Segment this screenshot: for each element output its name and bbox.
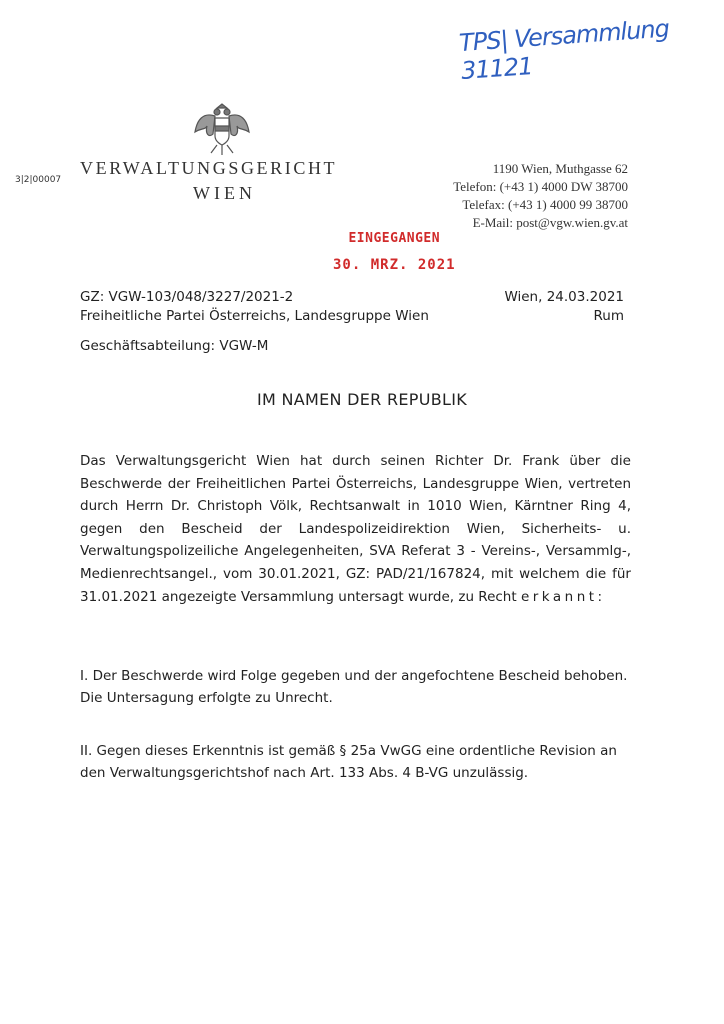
clerk-initials: Rum — [593, 308, 624, 324]
decision-point-1: I. Der Beschwerde wird Folge gegeben und der angefochtene Bescheid behoben. Die Untersagung erfolgte zu Unrecht. — [80, 668, 628, 706]
decision-point-2: II. Gegen dieses Erkenntnis ist gemäß § 25a VwGG eine ordentliche Revision an den Verwaltungsgerichtshof nach Art. 133 Abs. 4 B-VG unzulässig. — [80, 743, 617, 781]
austrian-eagle-icon — [193, 98, 251, 158]
address-phone: Telefon: (+43 1) 4000 DW 38700 — [453, 179, 628, 194]
case-reference — [80, 288, 429, 326]
stamp-date: 30. MRZ. 2021 — [333, 257, 456, 273]
letter-date-block — [504, 288, 624, 326]
case-number: GZ: VGW-103/048/3227/2021-2 — [80, 289, 294, 305]
court-name: VERWALTUNGSGERICHT — [80, 158, 338, 178]
address-fax: Telefax: (+43 1) 4000 99 38700 — [462, 197, 628, 212]
address-email: E-Mail: post@vgw.wien.gv.at — [472, 215, 628, 230]
received-stamp — [333, 226, 456, 278]
address-street: 1190 Wien, Muthgasse 62 — [492, 161, 628, 176]
ruling-paragraph — [80, 450, 631, 608]
department: Geschäftsabteilung: VGW-M — [80, 338, 269, 354]
handwritten-note-text: TPS| Versammlung 31121 — [458, 14, 670, 86]
handwritten-note — [458, 11, 722, 89]
ruling-verdict-word: erkannt: — [520, 588, 606, 605]
court-city: WIEN — [193, 183, 256, 203]
document-id: 3|2|00007 — [15, 175, 62, 185]
case-party: Freiheitliche Partei Österreichs, Landesgruppe Wien — [80, 308, 429, 324]
page-title: IM NAMEN DER REPUBLIK — [256, 390, 468, 409]
letter-date: Wien, 24.03.2021 — [504, 289, 624, 305]
stamp-label: EINGEGANGEN — [348, 231, 441, 246]
ruling-text: Das Verwaltungsgericht Wien hat durch seinen Richter Dr. Frank über die Beschwerde der Freiheitlichen Partei Österreichs, Landesgruppe Wien, vertreten durch Herrn Dr. Christoph Völk, Rechtsanwalt in 1010 Wien, Kärntner Ring 4, gegen den Bescheid der Landespolizeidirektion Wien, Sicherheits- u. Verwaltungspolizeiliche Angelegenheiten, SVA Referat 3 - Vereins-, Versammlg-, Medienrechtsangel., vom 30.01.2021, GZ: PAD/21/167824, mit welchem die für 31.01.2021 angezeigte Versammlung untersagt wurde, zu Recht — [80, 453, 631, 605]
court-address — [453, 160, 628, 232]
